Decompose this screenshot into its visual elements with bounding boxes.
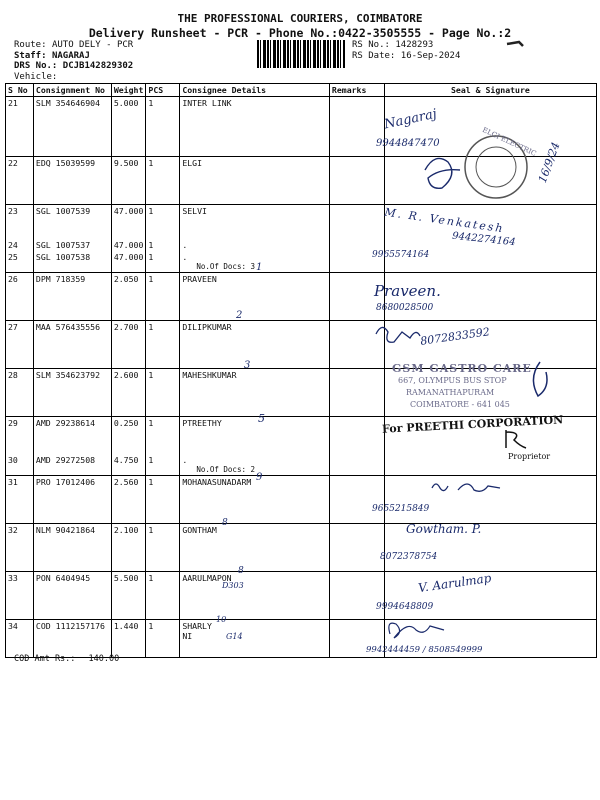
handwritten-name: Gowtham. P. [406, 522, 482, 536]
handwritten-phone: 9994648809 [376, 602, 434, 612]
col-weight: Weight [111, 84, 146, 97]
col-consignee: Consignee Details [180, 84, 330, 97]
handwritten-name: V. Aarulmap [417, 570, 493, 596]
row-mark: 2 [236, 310, 243, 321]
handwritten-name: Nagaraj [383, 106, 439, 133]
meta-right [352, 40, 460, 61]
row-mark: 5 [258, 412, 265, 425]
handwritten-phone: 9942444459 / 8508549999 [366, 645, 483, 655]
rs-date-label: RS Date: [352, 50, 396, 61]
elgi-stamp-text: ELGI ELECTRIC [481, 125, 538, 159]
table-row: 29 AMD 29238614 0.250 1 PTREETHY [6, 416, 597, 454]
corner-mark [505, 38, 525, 50]
handwritten-phone: 8072833592 [419, 325, 491, 348]
row-mark: 3 [244, 360, 251, 371]
company-title: THE PROFESSIONAL COURIERS, COIMBATORE [177, 12, 423, 25]
table-row: 24 SGL 1007537 47.000 1 . [6, 239, 597, 251]
table-row: 30 AMD 29272508 4.750 1 . No.Of Docs: 2 [6, 454, 597, 476]
handwritten-phone: 8680028500 [376, 303, 434, 313]
staff-value: NAGARAJ [51, 50, 90, 61]
gastro-stamp-address: COIMBATORE - 641 045 [410, 400, 510, 409]
cod-value: 140.00 [88, 654, 120, 664]
row-mark: 8 [238, 566, 244, 576]
handwritten-name: M. R. Venkatesh [383, 205, 506, 236]
table-row: 27 MAA 576435556 2.700 1 DILIPKUMAR [6, 320, 597, 368]
rs-date-value: 16-Sep-2024 [400, 50, 461, 61]
preethi-stamp: For PREETHI CORPORATION [381, 413, 564, 436]
rs-no-label: RS No.: [352, 40, 390, 50]
table-row: 23 SGL 1007539 47.000 1 SELVI [6, 205, 597, 239]
table-row: 21 SLM 354646904 5.000 1 INTER LINK [6, 97, 597, 157]
row-mark: 1 [256, 262, 263, 273]
table-row: 28 SLM 354623792 2.600 1 MAHESHKUMAR [6, 368, 597, 416]
route-label: Route: [14, 40, 47, 50]
handwritten-note: D303 [222, 581, 244, 590]
row-mark: 8 [222, 518, 228, 528]
table-row: 32 NLM 90421864 2.100 1 GONTHAM [6, 524, 597, 572]
docs-note: No.Of Docs: 3 [196, 261, 256, 271]
drs-label: DRS No.: [14, 61, 58, 71]
meta-left [14, 40, 133, 82]
col-seal: Seal & Signature [384, 84, 596, 97]
handwritten-phone: 8072378754 [380, 552, 438, 562]
gastro-stamp-address: 667, OLYMPUS BUS STOP [398, 376, 507, 385]
handwritten-phone: 9944847470 [376, 138, 440, 149]
table-header [6, 84, 597, 97]
cod-label: COD Amt Rs.: [14, 654, 76, 664]
col-remarks: Remarks [329, 84, 384, 97]
row-mark: 10 [216, 615, 227, 624]
table-row: 31 PRO 17012406 2.560 1 MOHANASUNADARM [6, 476, 597, 524]
gastro-stamp-address: RAMANATHAPURAM [406, 388, 495, 397]
handwritten-phone: 9965574164 [372, 250, 430, 260]
route-value: AUTO DELY - PCR [51, 40, 134, 50]
table-row: 34 COD 1112157176 1.440 1 SHARLY NI [6, 620, 597, 658]
handwritten-date: 16/9/24 [535, 140, 563, 185]
staff-label: Staff: [14, 50, 47, 61]
cod-amount [14, 654, 119, 664]
runsheet-table [5, 83, 597, 658]
gastro-stamp-name: GSM GASTRO CARE [392, 362, 532, 375]
drs-value: DCJB142829302 [62, 61, 134, 71]
rs-no-value: 1428293 [395, 40, 434, 50]
col-consignment: Consignment No [33, 84, 111, 97]
runsheet-title: Delivery Runsheet - PCR - Phone No.:0422-3505555 - Page No.:2 [88, 26, 512, 40]
handwritten-name: Praveen. [374, 282, 441, 300]
handwritten-note: G14 [226, 632, 243, 641]
vehicle-label: Vehicle: [14, 71, 58, 82]
table-row: 22 EDQ 15039599 9.500 1 ELGI [6, 157, 597, 205]
col-sno: S No [6, 84, 34, 97]
col-pcs: PCS [146, 84, 180, 97]
table-row: 26 DPM 718359 2.050 1 PRAVEEN [6, 272, 597, 320]
barcode [257, 40, 345, 68]
table-row: 33 PON 6404945 5.500 1 AARULMAPON [6, 572, 597, 620]
table-row: 25 SGL 1007538 47.000 1 . No.Of Docs: 3 [6, 251, 597, 273]
handwritten-phone: 9442274164 [451, 230, 517, 249]
row-mark: 9 [256, 472, 263, 483]
handwritten-phone: 9655215849 [372, 504, 430, 514]
proprietor-text: Proprietor [508, 452, 551, 461]
docs-note: No.Of Docs: 2 [196, 465, 256, 474]
